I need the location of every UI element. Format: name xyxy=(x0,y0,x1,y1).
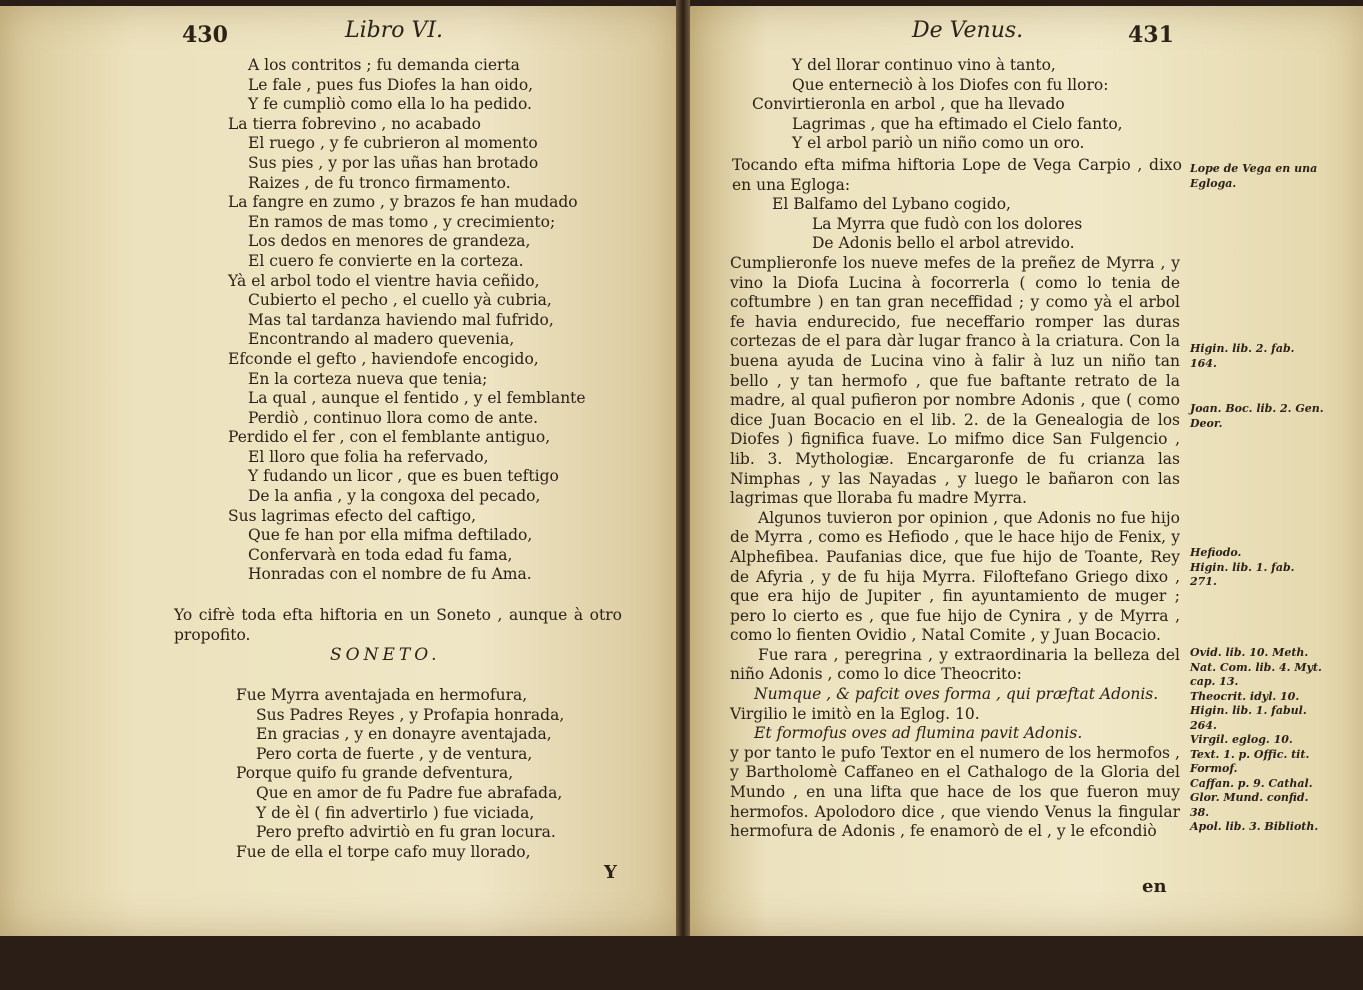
left-page-number: 430 xyxy=(182,22,228,48)
verse-line: Raizes , de fu tronco firmamento. xyxy=(248,173,511,192)
verse-line: El ruego , y fe cubrieron al momento xyxy=(248,134,538,153)
right-prose-main xyxy=(730,254,1180,842)
verse-line: La Myrra que fudò con los dolores xyxy=(812,214,1083,233)
lope-quote-block xyxy=(752,195,1082,254)
verse-line: Confervarà en toda edad fu fama, xyxy=(248,545,513,564)
verse-line: Perdido el fer , con el femblante antiguo, xyxy=(228,428,551,447)
verse-line: El lloro que folia ha refervado, xyxy=(248,447,489,466)
verse-line: En ramos de mas tomo , y crecimiento; xyxy=(248,212,556,231)
verse-line: Le fale , pues fus Diofes la han oido, xyxy=(248,75,534,94)
verse-line: Que en amor de fu Padre fue abrafada, xyxy=(256,783,563,802)
verse-line: El cuero fe convierte en la corteza. xyxy=(248,251,524,270)
verse-line: La tierra fobrevino , no acabado xyxy=(228,114,482,133)
verse-line: En la corteza nueva que tenia; xyxy=(248,369,488,388)
latin-verse-2: Et formofus oves ad flumina pavit Adonis. xyxy=(754,724,1083,743)
background-strip xyxy=(0,936,1363,990)
verse-line: Honradas con el nombre de fu Ama. xyxy=(248,565,532,584)
verse-line: Convirtieronla en arbol , que ha llevado xyxy=(752,95,1065,114)
side-note: Joan. Boc. lib. 2. Gen. Deor. xyxy=(1190,402,1324,430)
verse-line: El Balfamo del Lybano cogido, xyxy=(772,195,1011,213)
left-verse-block xyxy=(228,56,586,585)
right-paragraph-6: y por tanto le pufo Textor en el numero de los hermofos , y Bartholomè Caffaneo en el Cathalogo de la Gloria del Mundo , en una lifta que hace de los que fueron muy hermofos. Apolodoro dice , que viendo Venus la fingular hermofura de Adonis , fe enamorò de el , y le efcondiò xyxy=(730,743,1180,841)
left-running-head: Libro VI. xyxy=(345,18,444,43)
verse-line: A los contritos ; fu demanda cierta xyxy=(248,56,520,74)
verse-line: Perdiò , continuo llora como de ante. xyxy=(248,408,539,427)
verse-line: Fue Myrra aventajada en hermofura, xyxy=(236,686,528,704)
verse-line: Y del llorar continuo vino à tanto, xyxy=(792,56,1056,74)
side-note: Ovid. lib. 10. Meth. Nat. Com. lib. 4. Myt. cap. 13. Theocrit. idyl. 10. Higin. lib. 1. fabul. 264. Virgil. eglog. 10. Text. 1. p. Offic. tit. Formof. Caffan. p. 9. Cathal. Glor. Mund. confid. 38. Apol. lib. 3. Biblioth. xyxy=(1190,646,1322,833)
right-paragraph-1: Tocando efta mifma hiftoria Lope de Vega Carpio , dixo en una Egloga: xyxy=(732,156,1182,194)
verse-line: Mas tal tardanza haviendo mal fufrido, xyxy=(248,310,554,329)
verse-line: Y de èl ( fin advertirlo ) fue viciada, xyxy=(256,803,535,822)
verse-line: Y el arbol pariò un niño como un oro. xyxy=(792,134,1085,153)
verse-line: Pero corta de fuerte , y de ventura, xyxy=(256,744,533,763)
verse-line: Que fe han por ella mifma deftilado, xyxy=(248,526,533,545)
verse-line: Porque quifo fu grande defventura, xyxy=(236,764,514,783)
verse-line: Sus Padres Reyes , y Profapia honrada, xyxy=(256,705,565,724)
verse-line: La fangre en zumo , y brazos fe han mudado xyxy=(228,193,578,212)
verse-line: Los dedos en menores de grandeza, xyxy=(248,232,531,251)
verse-line: Sus pies , y por las uñas han brotado xyxy=(248,153,539,172)
verse-line: Encontrando al madero quevenia, xyxy=(248,330,515,349)
verse-line: Cubierto el pecho , el cuello yà cubria, xyxy=(248,291,552,310)
verse-line: Yà el arbol todo el vientre havia ceñido, xyxy=(228,271,540,290)
verse-line: Pero prefto advirtiò en fu gran locura. xyxy=(256,823,556,842)
verse-line: Lagrimas , que ha eftimado el Cielo fanto, xyxy=(792,114,1123,133)
verse-line: Fue de ella el torpe cafo muy llorado, xyxy=(236,842,531,861)
right-paragraph-2: Cumplieronfe los nueve mefes de la preñez de Myrra , y vino la Diofa Lucina à focorrerla ( como lo tenia de coftumbre ) en tan gran neceffidad ; y como yà el arbol fe havia endurecido, fue neceffario romper las duras cortezas de el para dàr lugar franco à la criatura. Con la buena ayuda de Lucina vino à falir à luz un niño tan bello , y tan hermofo , que fue baftante retrato de la madre, al qual pufieron por nombre Adonis , que ( como dice Juan Bocacio en el lib. 2. de la Genealogia de los Diofes ) fignifica fuave. Lo mifmo dice San Fulgencio , lib. 3. Mythologiæ. Encargaronfe de fu crianza las Nimphas , y las Nayadas , y luego le bañaron con las lagrimas que lloraba fu madre Myrra. xyxy=(730,254,1180,508)
left-prose-paragraph: Yo cifrè toda efta hiftoria en un Soneto , aunque à otro propofito. xyxy=(174,606,622,644)
latin-verse-1: Numque , & pafcit oves forma , qui præftat Adonis. xyxy=(754,685,1159,704)
left-prose xyxy=(174,606,622,645)
sonnet-title: SONETO. xyxy=(330,645,441,665)
right-paragraph-3: Algunos tuvieron por opinion , que Adonis no fue hijo de Myrra , como es Hefiodo , que le hace hijo de Fenix, y Alphefibea. Paufanias dice, que fue hijo de Toante, Rey de Afyria , y de fu hija Myrra. Filoftefano Griego dixo , que era hijo de Jupiter , fin ayuntamiento de muger ; pero lo cierto es , que fue hijo de Cynira , y de Myrra , como lo fienten Ovidio , Natal Comite , y Juan Bocacio. xyxy=(730,508,1180,645)
verse-line: Y fudando un licor , que es buen teftigo xyxy=(248,467,559,486)
right-page-number: 431 xyxy=(1128,22,1174,48)
side-note: Higin. lib. 2. fab. 164. xyxy=(1190,342,1295,370)
verse-line: En gracias , y en donayre aventajada, xyxy=(256,725,552,744)
verse-line: Efconde el gefto , haviendofe encogido, xyxy=(228,349,539,368)
left-catchword: Y xyxy=(604,862,617,883)
verse-line: Que enterneciò à los Diofes con fu lloro: xyxy=(792,75,1109,94)
verse-line: De la anfia , y la congoxa del pecado, xyxy=(248,487,541,506)
verse-line: Y fe cumpliò como ella lo ha pedido. xyxy=(248,95,532,114)
right-paragraph-4: Fue rara , peregrina , y extraordinaria la belleza del niño Adonis , como lo dice Theocrito: xyxy=(730,645,1180,684)
right-verse-block xyxy=(732,56,1123,154)
right-catchword: en xyxy=(1142,876,1167,897)
verse-line: De Adonis bello el arbol atrevido. xyxy=(812,234,1075,253)
side-note: Hefiodo. Higin. lib. 1. fab. 271. xyxy=(1190,546,1295,588)
right-running-head: De Venus. xyxy=(912,18,1024,43)
side-note: Lope de Vega en una Egloga. xyxy=(1190,162,1318,190)
right-paragraph-5: Virgilio le imitò en la Eglog. 10. xyxy=(730,704,980,723)
right-prose-1 xyxy=(732,156,1182,195)
book-gutter xyxy=(676,0,690,940)
sonnet-block xyxy=(236,686,564,862)
verse-line: Sus lagrimas efecto del caftigo, xyxy=(228,506,477,525)
verse-line: La qual , aunque el fentido , y el femblante xyxy=(248,389,586,408)
